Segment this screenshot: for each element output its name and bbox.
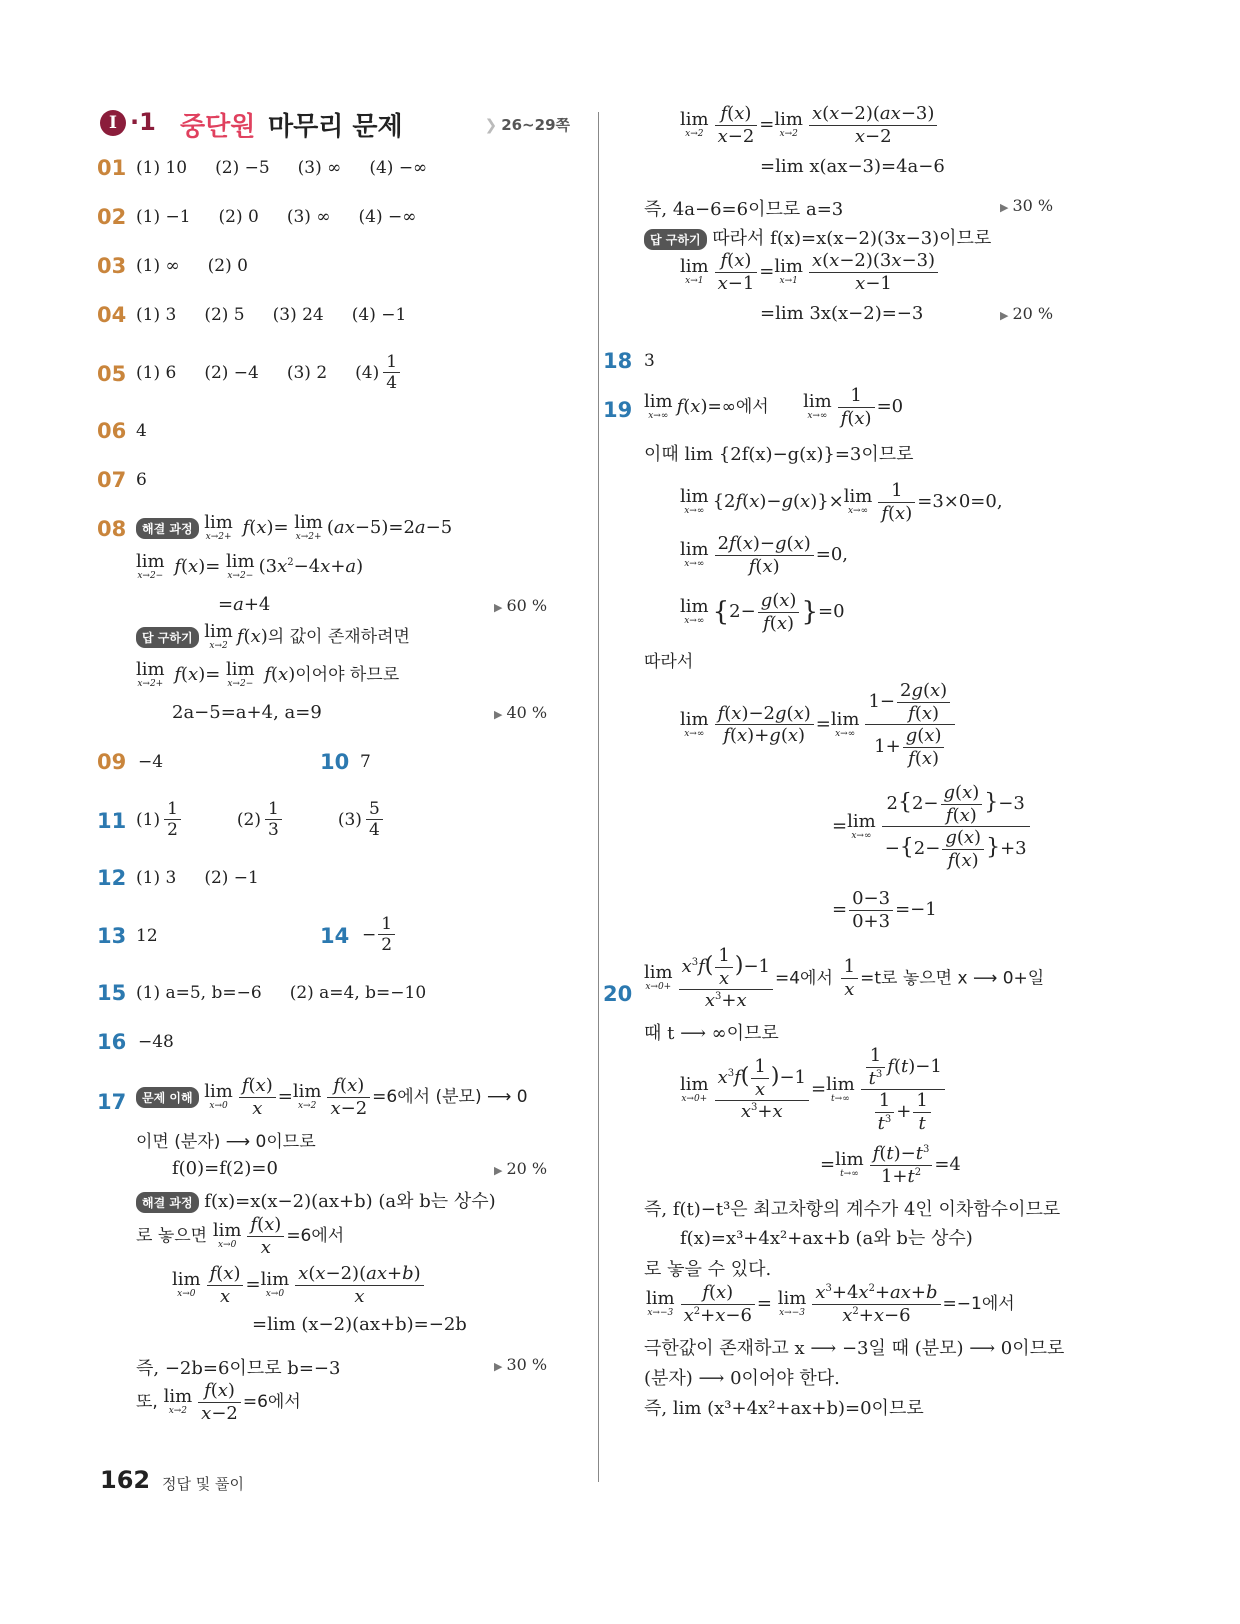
- solution-line: =lim (x−2)(ax+b)=−2b: [252, 1314, 467, 1335]
- triangle-icon: ▶: [494, 601, 503, 614]
- solution-line: lim x→∞ {2f(x)−g(x)}×lim x→∞ $\frac{1}{f(x)}$ =3×0=0,: [680, 480, 1003, 524]
- footer-label: 정답 및 풀이: [162, 1475, 244, 1493]
- solution-line: 로 놓으면 lim x→0 $\frac{f(x)}{x}$ =6에서: [136, 1214, 345, 1258]
- solution-line: lim x→2+ f(x)= lim x→2− f(x)이어야 하므로: [136, 659, 400, 689]
- solution-line: 답 구하기 따라서 f(x)=x(x−2)(3x−3)이므로: [644, 224, 991, 250]
- answer-row: 6: [136, 470, 147, 490]
- solution-line: lim x→0 $\frac{f(x)}{x}$ =lim x→0 $\frac{x(x-2)(ax+b)}{x}$: [172, 1263, 426, 1307]
- solution-line: 즉, f(t)−t³은 최고차항의 계수가 4인 이차함수이므로: [644, 1199, 1061, 1220]
- fraction: $\frac{1}{2}$: [164, 799, 209, 841]
- answer-row: 7: [360, 752, 371, 772]
- solution-line: lim x→∞ $\frac{f(x)-2g(x)}{f(x)+g(x)}$ =lim x→∞ 1− $\frac{2g(x)}{f(x)}$ 1+ $\frac{g(x)}{f(x)}$: [680, 680, 957, 769]
- solution-line: lim x→∞ {2− $\frac{g(x)}{f(x)}$ }=0: [680, 590, 845, 634]
- answer-tag: 답 구하기: [644, 229, 707, 250]
- solution-line: 즉, 4a−6=6이므로 a=3: [644, 199, 844, 220]
- solution-line: (분자) ⟶ 0이어야 한다.: [644, 1368, 840, 1389]
- problem-number: 12: [97, 866, 127, 890]
- score-percent: ▶ 60 %: [494, 596, 548, 615]
- problem-number: 15: [97, 981, 127, 1005]
- triangle-icon: ▶: [1000, 201, 1009, 214]
- answer-row: (1) $\frac{1}{2}$ (2) $\frac{1}{3}$ (3) $\frac{5}{4}$: [136, 799, 439, 841]
- answer-row: (1) a=5, b=−6 (2) a=4, b=−10: [136, 983, 427, 1003]
- problem-number: 17: [97, 1090, 127, 1114]
- understand-tag: 문제 이해: [136, 1087, 199, 1108]
- chevron-right-icon: ❯: [484, 116, 498, 134]
- section-number: ·1: [130, 108, 156, 136]
- problem-number: 03: [97, 254, 127, 278]
- solution-line: lim x→0+ $x^3f$( $\frac{1}{x}$ )−1 $x^3+x$ =lim t→∞ $\frac{1}{t^3}$ f(t)−1 $\frac{1}{t^3}$ + $\frac{1}{t}$: [680, 1045, 947, 1134]
- problem-number: 05: [97, 362, 127, 386]
- solution-line: 극한값이 존재하고 x ⟶ −3일 때 (분모) ⟶ 0이므로: [644, 1338, 1065, 1359]
- problem-number: 10: [320, 750, 350, 774]
- problem-number: 18: [603, 349, 633, 373]
- page-range: ❯ 26~29쪽: [484, 116, 570, 134]
- solution-line: lim x→−3 $\frac{f(x)}{x^2+x-6}$ = lim x→−3 $\frac{x^3+4x^2+ax+b}{x^2+x-6}$ =−1에서: [646, 1282, 1015, 1326]
- title-rest: 마무리 문제: [268, 112, 403, 142]
- solution-line: lim x→2 $\frac{f(x)}{x-2}$ =lim x→2 $\frac{x(x-2)(ax-3)}{x-2}$: [680, 103, 939, 147]
- answer-row: −48: [138, 1032, 174, 1052]
- solution-line: =lim 3x(x−2)=−3: [760, 303, 924, 324]
- fraction: $\frac{1}{2}$: [378, 914, 423, 956]
- page-number: 162: [100, 1466, 151, 1494]
- solution-line: 해결 과정 lim x→2+ f(x)= lim x→2+ (ax−5)=2a−5: [136, 514, 452, 542]
- solution-line: 해결 과정 f(x)=x(x−2)(ax+b) (a와 b는 상수): [136, 1187, 496, 1213]
- problem-number: 04: [97, 303, 127, 327]
- solution-line: 문제 이해 lim x→0 $\frac{f(x)}{x}$ =lim x→2 $\frac{f(x)}{x-2}$ =6에서 (분모) ⟶ 0: [136, 1075, 528, 1119]
- solution-line: =lim x→∞ 2{2− $\frac{g(x)}{f(x)}$ }−3 −{2− $\frac{g(x)}{f(x)}$ }+3: [832, 782, 1032, 871]
- solution-line: =a+4: [218, 594, 271, 615]
- answer-row: −4: [138, 752, 164, 772]
- problem-number: 11: [97, 809, 127, 833]
- solution-line: f(0)=f(2)=0: [172, 1158, 278, 1179]
- solution-line: 즉, lim (x³+4x²+ax+b)=0이므로: [644, 1398, 924, 1419]
- solution-line: 2a−5=a+4, a=9: [172, 702, 322, 723]
- problem-number: 13: [97, 924, 127, 948]
- triangle-icon: ▶: [494, 1360, 503, 1373]
- solution-line: =lim t→∞ $\frac{f(t)-t^3}{1+t^2}$ =4: [820, 1143, 961, 1187]
- problem-number: 14: [320, 924, 350, 948]
- chapter-badge: I: [100, 110, 126, 136]
- problem-number: 09: [97, 750, 127, 774]
- solution-line: f(x)=x³+4x²+ax+b (a와 b는 상수): [680, 1228, 973, 1249]
- solution-line: 답 구하기 lim x→2 f(x)의 값이 존재하려면: [136, 622, 410, 651]
- answer-row: 4: [136, 421, 147, 441]
- problem-number: 08: [97, 517, 127, 541]
- score-percent: ▶ 20 %: [494, 1159, 548, 1178]
- answer-row: 12: [136, 926, 158, 946]
- answer-row: − $\frac{1}{2}$: [362, 914, 451, 956]
- solution-line: 따라서: [644, 652, 694, 672]
- fraction: $\frac{5}{4}$: [366, 799, 411, 841]
- score-percent: ▶ 30 %: [494, 1355, 548, 1374]
- score-percent: ▶ 40 %: [494, 703, 548, 722]
- section-header: [100, 108, 570, 148]
- title-highlight: 중단원: [180, 112, 256, 142]
- problem-number: 20: [603, 982, 633, 1006]
- answer-row: (1) −1 (2) 0 (3) ∞ (4) −∞: [136, 207, 417, 227]
- solution-line: 즉, −2b=6이므로 b=−3: [136, 1358, 341, 1379]
- answer-row: 3: [644, 351, 655, 371]
- solution-line: lim x→0+ $x^3f$( $\frac{1}{x}$ )−1 $x^3+x$ =4에서 $\frac{1}{x}$ =t로 놓으면 x ⟶ 0+일: [644, 945, 1045, 1012]
- triangle-icon: ▶: [494, 1164, 503, 1177]
- problem-number: 02: [97, 205, 127, 229]
- answer-tag: 답 구하기: [136, 627, 199, 648]
- solution-line: =lim x(ax−3)=4a−6: [760, 156, 945, 177]
- problem-number: 19: [603, 398, 633, 422]
- solution-line: lim x→2− f(x)= lim x→2− $(3x^2-4x+a)$: [136, 551, 364, 581]
- problem-number: 01: [97, 156, 127, 180]
- solution-line: lim x→∞ f(x)=∞에서 lim x→∞ $\frac{1}{f(x)}$ =0: [644, 385, 904, 429]
- solve-tag: 해결 과정: [136, 518, 199, 539]
- answer-row: (1) 10 (2) −5 (3) ∞ (4) −∞: [136, 158, 428, 178]
- column-divider: [598, 112, 599, 1482]
- problem-number: 07: [97, 468, 127, 492]
- triangle-icon: ▶: [1000, 309, 1009, 322]
- answer-row: (1) ∞ (2) 0: [136, 256, 248, 276]
- answer-row: (1) 6 (2) −4 (3) 2 (4) $\frac{1}{4}$: [136, 352, 456, 394]
- solution-line: 또, lim x→2 $\frac{f(x)}{x-2}$ =6에서: [136, 1380, 301, 1424]
- solution-line: 때 t ⟶ ∞이므로: [644, 1023, 779, 1044]
- fraction: $\frac{1}{4}$: [383, 352, 428, 394]
- solve-tag: 해결 과정: [136, 1192, 199, 1213]
- solution-line: lim x→∞ $\frac{2f(x)-g(x)}{f(x)}$ =0,: [680, 533, 849, 577]
- score-percent: ▶ 20 %: [1000, 304, 1054, 323]
- solution-line: = $\frac{0-3}{0+3}$ =−1: [832, 888, 937, 932]
- score-percent: ▶ 30 %: [1000, 196, 1054, 215]
- answer-row: (1) 3 (2) 5 (3) 24 (4) −1: [136, 305, 407, 325]
- answer-row: (1) 3 (2) −1: [136, 868, 259, 888]
- triangle-icon: ▶: [494, 708, 503, 721]
- solution-line: lim x→1 $\frac{f(x)}{x-1}$ =lim x→1 $\frac{x(x-2)(3x-3)}{x-1}$: [680, 250, 940, 294]
- solution-line: 로 놓을 수 있다.: [644, 1259, 772, 1280]
- fraction: $\frac{1}{3}$: [265, 799, 310, 841]
- problem-number: 06: [97, 419, 127, 443]
- problem-number: 16: [97, 1030, 127, 1054]
- solution-line: 이면 (분자) ⟶ 0이므로: [136, 1132, 316, 1152]
- solution-line: 이때 lim {2f(x)−g(x)}=3이므로: [644, 444, 914, 465]
